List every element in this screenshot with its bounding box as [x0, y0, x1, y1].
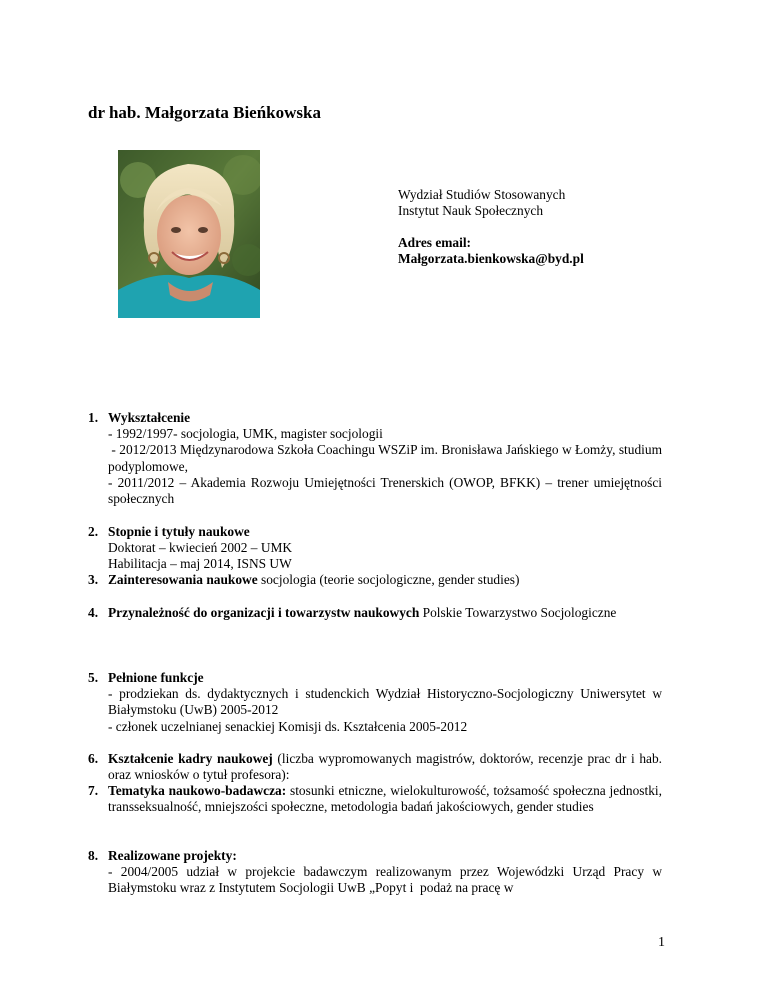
- section-line: - prodziekan ds. dydaktycznych i studenckich Wydział Historyczno-Socjologiczny Uniwersytet w Białymstoku (UwB) 2005-2012: [108, 686, 662, 718]
- page-number: 1: [658, 935, 665, 950]
- section-functions: [88, 670, 662, 735]
- section-number: 3.: [88, 572, 99, 587]
- section-heading: Kształcenie kadry naukowej: [108, 751, 273, 766]
- section-number: 2.: [88, 524, 99, 539]
- section-line: Doktorat – kwiecień 2002 – UMK: [108, 540, 293, 556]
- section-memberships: [88, 605, 662, 621]
- section-degrees: [88, 524, 662, 573]
- section-staff-training: [88, 751, 666, 783]
- section-heading: Tematyka naukowo-badawcza:: [108, 783, 287, 798]
- page-title: dr hab. Małgorzata Bieńkowska: [88, 103, 321, 122]
- section-heading: Realizowane projekty:: [108, 848, 237, 863]
- section-text: - 2004/2005 udział w projekcie badawczym realizowanym przez Wojewódzki Urząd Pracy w Białymstoku wraz z Instytutem Socjologii UwB „Popyt i podaż na pracę w: [108, 864, 666, 896]
- email-address: Małgorzata.bienkowska@byd.pl: [398, 251, 584, 266]
- portrait-photo: [118, 150, 260, 318]
- email-label: Adres email:: [398, 235, 472, 250]
- section-heading: Stopnie i tytuły naukowe: [108, 524, 250, 539]
- section-line: - 1992/1997- socjologia, UMK, magister socjologii: [108, 426, 383, 442]
- section-heading: Pełnione funkcje: [108, 670, 204, 685]
- section-interests: [88, 572, 662, 588]
- section-text: Polskie Towarzystwo Socjologiczne: [419, 605, 617, 620]
- section-text: stosunki etniczne, wielokulturowość, tożsamość społeczna jednostki, transseksualność, mniejszości społeczne, metodologia badań jakościowych, gender studies: [108, 783, 666, 815]
- section-number: 4.: [88, 605, 99, 620]
- section-number: 7.: [88, 783, 99, 798]
- faculty-name: Wydział Studiów Stosowanych: [398, 187, 566, 202]
- section-heading: Wykształcenie: [108, 410, 191, 425]
- section-number: 6.: [88, 751, 99, 766]
- section-number: 5.: [88, 670, 99, 685]
- portrait-image: [118, 150, 260, 318]
- institute-name: Instytut Nauk Społecznych: [398, 203, 544, 218]
- section-heading: Przynależność do organizacji i towarzystw naukowych: [108, 605, 420, 620]
- section-line: - 2011/2012 – Akademia Rozwoju Umiejętności Trenerskich (OWOP, BFKK) – trener umiejętności społecznych: [108, 474, 662, 507]
- affiliation-block: [398, 187, 584, 267]
- section-number: 1.: [88, 410, 99, 425]
- section-text: socjologia (teorie socjologiczne, gender studies): [257, 572, 520, 587]
- section-education: [88, 410, 666, 507]
- section-research-topics: [88, 783, 666, 815]
- section-line: - członek uczelnianej senackiej Komisji ds. Kształcenia 2005-2012: [108, 718, 468, 734]
- section-line: Habilitacja – maj 2014, ISNS UW: [108, 556, 292, 572]
- section-projects: [88, 848, 666, 897]
- section-text: (liczba wypromowanych magistrów, doktorów, recenzje prac dr i hab. oraz wniosków o tytuł profesora):: [108, 751, 666, 783]
- section-heading: Zainteresowania naukowe: [108, 572, 258, 587]
- section-line: - 2012/2013 Międzynarodowa Szkoła Coachingu WSZiP im. Bronisława Jańskiego w Łomży, studium podyplomowe,: [108, 442, 666, 474]
- section-number: 8.: [88, 848, 99, 863]
